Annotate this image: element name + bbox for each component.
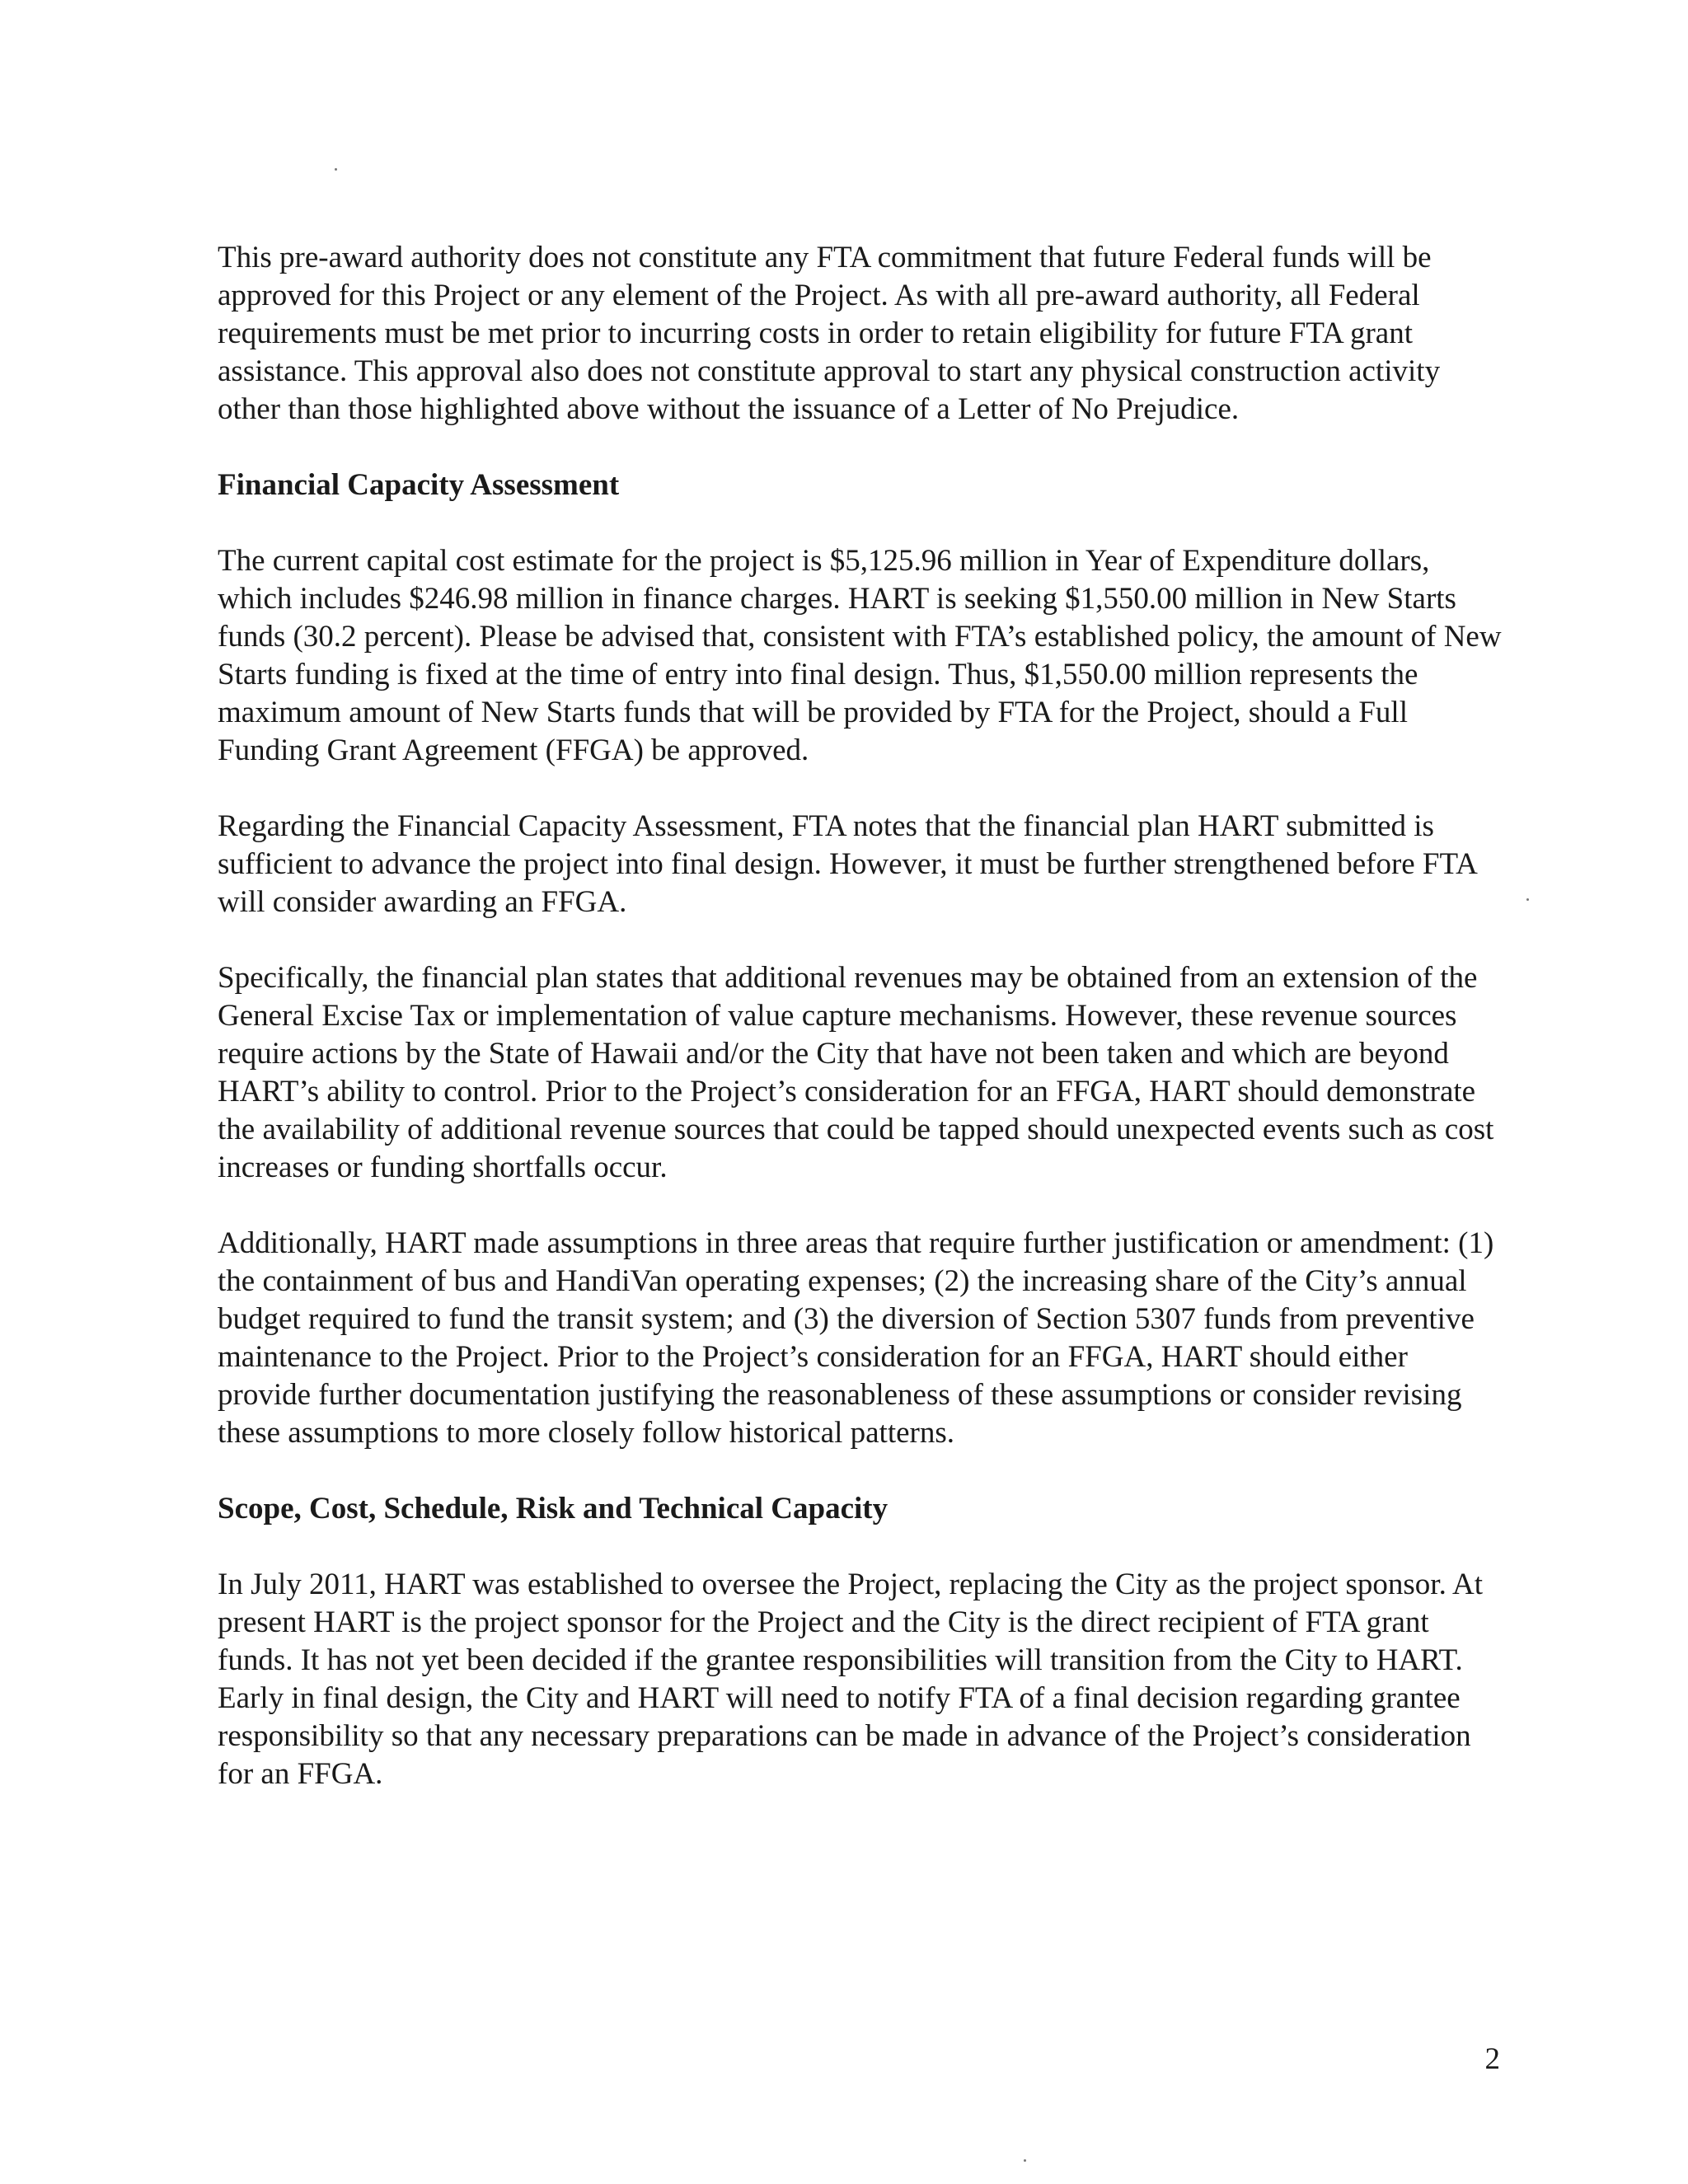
- scan-speck: [1526, 898, 1529, 901]
- scan-speck: [1024, 2159, 1026, 2162]
- page-number: 2: [1484, 2042, 1500, 2076]
- heading-financial-capacity: Financial Capacity Assessment: [218, 468, 620, 502]
- paragraph-hart-established: In July 2011, HART was established to oversee the Project, replacing the City as the project sponsor. At present HART is the project sponsor for the Project and the City is the direct recipient of FTA grant funds. It has not yet been decided if the grantee responsibilities will transition from the City to HART. Early in final design, the City and HART will need to notify FTA of a final decision regarding grantee responsibility so that any necessary preparations can be made in advance of the Project’s consideration for an FFGA.: [218, 1568, 1484, 1791]
- scan-speck: [335, 168, 337, 171]
- paragraph-financial-plan-sufficient: Regarding the Financial Capacity Assessment, FTA notes that the financial plan HART submitted is sufficient to advance the project into final design. However, it must be further strengthened before FTA will consider awarding an FFGA.: [218, 809, 1476, 919]
- paragraph-assumptions: Additionally, HART made assumptions in three areas that require further justification or amendment: (1) the containment of bus and HandiVan operating expenses; (2) the increasing share of the City’s annual budget required to fund the transit system; and (3) the diversion of Section 5307 funds from preventive maintenance to the Project. Prior to the Project’s consideration for an FFGA, HART should either provide further documentation justifying the reasonableness of these assumptions or consider revising these assumptions to more closely follow historical patterns.: [218, 1226, 1494, 1450]
- document-body: [218, 239, 1503, 1831]
- paragraph-capital-cost: The current capital cost estimate for the project is $5,125.96 million in Year of Expenditure dollars, which includes $246.98 million in finance charges. HART is seeking $1,550.00 million in New Starts funds (30.2 percent). Please be advised that, consistent with FTA’s established policy, the amount of New Starts funding is fixed at the time of entry into final design. Thus, $1,550.00 million represents the maximum amount of New Starts funds that will be provided by FTA for the Project, should a Full Funding Grant Agreement (FFGA) be approved.: [218, 544, 1502, 767]
- paragraph-additional-revenues: Specifically, the financial plan states that additional revenues may be obtained from an extension of the General Excise Tax or implementation of value capture mechanisms. However, these revenue sources require actions by the State of Hawaii and/or the City that have not been taken and which are beyond HART’s ability to control. Prior to the Project’s consideration for an FFGA, HART should demonstrate the availability of additional revenue sources that could be tapped should unexpected events such as cost increases or funding shortfalls occur.: [218, 961, 1494, 1184]
- heading-scope-cost-schedule: Scope, Cost, Schedule, Risk and Technical Capacity: [218, 1492, 889, 1526]
- paragraph-pre-award-authority: This pre-award authority does not constitute any FTA commitment that future Federal funds will be approved for this Project or any element of the Project. As with all pre-award authority, all Federal requirements must be met prior to incurring costs in order to retain eligibility for future FTA grant assistance. This approval also does not constitute approval to start any physical construction activity other than those highlighted above without the issuance of a Letter of No Prejudice.: [218, 241, 1441, 426]
